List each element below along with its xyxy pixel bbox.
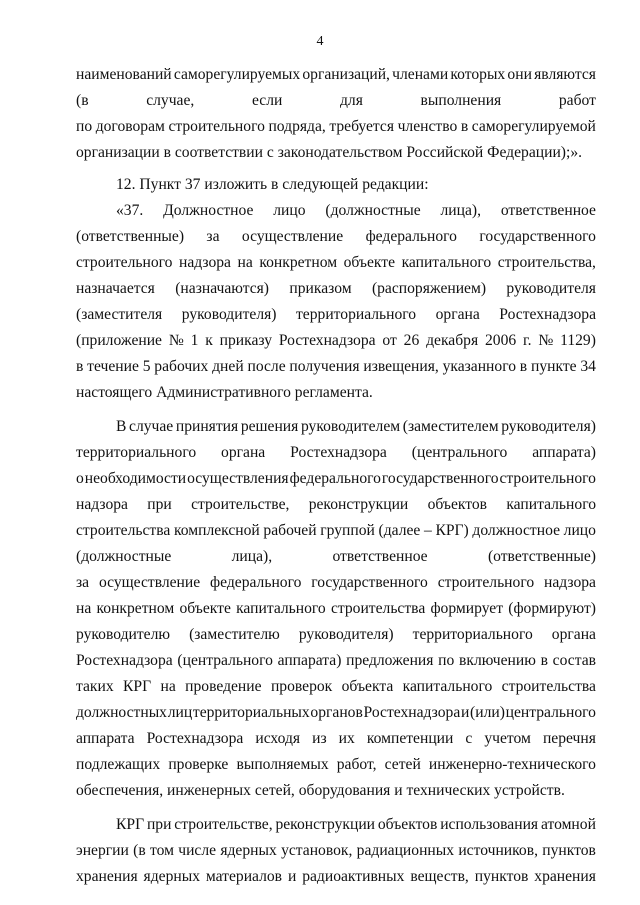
- word: работ,: [336, 756, 377, 773]
- word: случае,: [146, 92, 195, 109]
- word: капитального: [236, 600, 326, 617]
- word: приказу: [219, 332, 273, 349]
- text-line: организации в соответствии с законодательством Российской Федерации);».: [76, 144, 583, 161]
- word: проверок: [270, 678, 333, 695]
- word: извещения,: [363, 358, 439, 375]
- word: хранения: [76, 868, 138, 885]
- text-line: [76, 492, 596, 518]
- word: строительства: [330, 600, 426, 617]
- word: и: [287, 868, 297, 885]
- word: назначается: [76, 280, 155, 297]
- word: Ростехнадзора: [290, 444, 387, 461]
- word: в: [76, 358, 84, 375]
- word: при: [147, 496, 172, 513]
- text-line: [76, 354, 596, 380]
- text-line: [76, 466, 596, 492]
- word: состав: [552, 652, 596, 669]
- word: (в: [76, 92, 89, 109]
- word: членство: [397, 118, 458, 135]
- word: (в: [133, 842, 146, 859]
- text-line: [76, 700, 596, 726]
- word: КРГ: [123, 678, 152, 695]
- text-line: [76, 414, 596, 440]
- word: (назначаются): [175, 280, 269, 297]
- word: сетей: [384, 756, 421, 773]
- word: предложения: [346, 652, 434, 669]
- text-line: [76, 674, 596, 700]
- word: (ответственные): [76, 228, 185, 245]
- word: с: [465, 730, 473, 747]
- word: строительства: [76, 522, 171, 539]
- word: руководителя): [181, 306, 277, 323]
- word: членами: [392, 66, 449, 83]
- word: государственного: [479, 228, 596, 245]
- word: строительного: [76, 254, 173, 271]
- word: Должностное: [163, 202, 254, 219]
- word: работ: [558, 92, 596, 109]
- word: реконструкции: [308, 496, 409, 513]
- word: (приложение: [76, 332, 162, 349]
- word: дней: [212, 358, 244, 375]
- word: строительства,: [497, 254, 596, 271]
- word: пунктов: [542, 842, 596, 859]
- word: г.: [523, 332, 532, 349]
- word: если: [251, 92, 283, 109]
- word: надзора: [543, 574, 596, 591]
- word: о: [76, 470, 84, 487]
- word: аппарата): [277, 652, 342, 669]
- word: государственного: [311, 574, 428, 591]
- word: ответственное: [332, 548, 428, 565]
- word: строительстве,: [174, 816, 273, 833]
- text-line: [76, 518, 596, 544]
- word: наименований: [76, 66, 172, 83]
- word: строительстве,: [191, 496, 290, 513]
- word: ядерных: [143, 868, 200, 885]
- word: федерального: [210, 574, 302, 591]
- word: федерального: [289, 470, 381, 487]
- text-line: [76, 570, 596, 596]
- word: Ростехнадзора: [363, 704, 461, 721]
- word: проведение: [185, 678, 262, 695]
- word: исходя: [255, 730, 301, 747]
- word: по: [438, 652, 455, 669]
- word: органа: [221, 444, 266, 461]
- word: руководителя): [501, 418, 596, 435]
- word: в: [460, 118, 469, 135]
- word: надзора: [178, 254, 231, 271]
- word: осуществление: [98, 574, 201, 591]
- word: на: [160, 678, 176, 695]
- word: рабочих: [154, 358, 209, 375]
- text-line: [76, 596, 596, 622]
- word: должностных: [76, 704, 167, 721]
- word: органа: [551, 626, 596, 643]
- word: за: [76, 574, 90, 591]
- word: формирует: [430, 600, 504, 617]
- word: (или): [470, 704, 505, 721]
- word: требуется: [329, 118, 395, 135]
- word: строительного: [437, 574, 535, 591]
- word: В: [116, 418, 127, 435]
- word: (ответственные): [487, 548, 596, 565]
- word: территориального: [76, 444, 197, 461]
- word: после: [247, 358, 286, 375]
- word: ядерных: [220, 842, 277, 859]
- word: на: [76, 600, 92, 617]
- word: использования: [440, 816, 539, 833]
- word: 34: [580, 358, 596, 375]
- word: саморегулируемых: [173, 66, 301, 83]
- word: строительного: [168, 118, 265, 135]
- word: приказом: [289, 280, 352, 297]
- text-line: [76, 648, 596, 674]
- word: (заместителя: [76, 306, 163, 323]
- word: руководителя: [506, 280, 596, 297]
- word: КРГ: [116, 816, 145, 833]
- text-line: [76, 224, 596, 250]
- word: таких: [76, 678, 114, 695]
- word: являются: [534, 66, 596, 83]
- word: 1129): [560, 332, 596, 349]
- word: к: [205, 332, 213, 349]
- text-line: [76, 440, 596, 466]
- text-line: [76, 812, 596, 838]
- word: энергии: [76, 842, 129, 859]
- word: течение: [87, 358, 139, 375]
- word: конкретном: [259, 254, 338, 271]
- document-body: [76, 62, 596, 890]
- word: радиационных: [356, 842, 455, 859]
- word: подлежащих: [76, 756, 161, 773]
- word: –: [423, 522, 432, 539]
- word: №: [538, 332, 554, 349]
- word: реконструкции: [275, 816, 376, 833]
- word: Ростехнадзора: [499, 306, 596, 323]
- text-line: [76, 838, 596, 864]
- word: организаций,: [302, 66, 390, 83]
- word: конкретном: [96, 600, 175, 617]
- text-line: [76, 250, 596, 276]
- word: (заместителем: [402, 418, 499, 435]
- word: 26: [403, 332, 420, 349]
- word: установок,: [281, 842, 353, 859]
- word: Ростехнадзора: [146, 730, 244, 747]
- word: органа: [435, 306, 480, 323]
- word: группой: [320, 522, 375, 539]
- word: объекте: [343, 254, 396, 271]
- word: комплексной: [173, 522, 260, 539]
- word: декабря: [426, 332, 479, 349]
- word: руководителем: [300, 418, 401, 435]
- text-line: настоящего Административного регламента.: [76, 384, 373, 401]
- word: (далее: [378, 522, 421, 539]
- word: Ростехнадзора: [76, 652, 173, 669]
- word: №: [168, 332, 184, 349]
- word: их: [338, 730, 355, 747]
- word: центрального: [505, 704, 596, 721]
- word: лица),: [440, 202, 481, 219]
- text-line: [76, 302, 596, 328]
- word: должностное: [472, 522, 560, 539]
- word: пунктов: [474, 868, 529, 885]
- word: осуществление: [241, 228, 344, 245]
- word: в: [540, 652, 548, 669]
- word: материалов: [205, 868, 283, 885]
- word: аппарата: [76, 730, 135, 747]
- page-number: 4: [316, 34, 324, 49]
- word: лицо: [273, 202, 306, 219]
- word: (формируют): [508, 600, 596, 617]
- word: от: [382, 332, 397, 349]
- word: объектов: [377, 816, 438, 833]
- word: саморегулируемой: [471, 118, 596, 135]
- word: 2006: [484, 332, 517, 349]
- word: при: [146, 816, 172, 833]
- word: КРГ): [435, 522, 469, 539]
- word: руководителю: [76, 626, 171, 643]
- word: выполняемых: [236, 756, 329, 773]
- word: объекта: [341, 678, 394, 695]
- text-line: [76, 88, 596, 114]
- word: числе: [178, 842, 217, 859]
- word: выполнения: [420, 92, 502, 109]
- word: капитального: [401, 254, 492, 271]
- word: капитального: [506, 496, 596, 513]
- word: строительного: [499, 470, 596, 487]
- word: 5: [142, 358, 151, 375]
- word: территориального: [412, 626, 533, 643]
- word: пункте: [530, 358, 577, 375]
- word: (центрального: [177, 652, 273, 669]
- word: для: [339, 92, 363, 109]
- text-line: [76, 62, 596, 88]
- word: государственного: [381, 470, 499, 487]
- text-line: [76, 328, 596, 354]
- text-line: [76, 198, 596, 224]
- text-line: [76, 864, 596, 890]
- word: том: [149, 842, 174, 859]
- word: подряда,: [268, 118, 326, 135]
- word: (распоряжением): [371, 280, 487, 297]
- word: органов: [310, 704, 363, 721]
- word: (должностные: [76, 548, 172, 565]
- word: необходимости: [84, 470, 187, 487]
- word: компетенции: [366, 730, 454, 747]
- text-line: [76, 726, 596, 752]
- word: строительства: [501, 678, 596, 695]
- word: учетом: [484, 730, 531, 747]
- word: решения: [240, 418, 299, 435]
- word: территориального: [295, 306, 417, 323]
- word: (центрального: [411, 444, 508, 461]
- word: лица),: [231, 548, 273, 565]
- text-line: обеспечения, инженерных сетей, оборудования и технических устройств.: [76, 782, 565, 799]
- word: в: [519, 358, 528, 375]
- word: лиц: [167, 704, 193, 721]
- word: они: [507, 66, 532, 83]
- word: хранения: [534, 868, 596, 885]
- text-line: [76, 276, 596, 302]
- word: «37.: [116, 202, 144, 219]
- word: объекте: [179, 600, 231, 617]
- word: (должностные: [325, 202, 421, 219]
- word: надзора: [76, 496, 128, 513]
- word: проверке: [168, 756, 229, 773]
- word: источников,: [458, 842, 538, 859]
- text-line: [76, 544, 596, 570]
- word: Ростехнадзора: [278, 332, 376, 349]
- word: перечня: [542, 730, 596, 747]
- word: веществ,: [410, 868, 469, 885]
- word: (заместителю: [189, 626, 280, 643]
- word: договорам: [95, 118, 165, 135]
- word: территориальных: [192, 704, 310, 721]
- text-line: [76, 622, 596, 648]
- word: радиоактивных: [302, 868, 405, 885]
- word: осуществления: [187, 470, 289, 487]
- word: ответственное: [500, 202, 596, 219]
- word: аппарата): [532, 444, 596, 461]
- word: случае: [129, 418, 174, 435]
- word: федерального: [365, 228, 457, 245]
- word: лицо: [563, 522, 596, 539]
- word: по: [76, 118, 93, 135]
- word: атомной: [540, 816, 596, 833]
- word: рабочей: [263, 522, 317, 539]
- word: на: [237, 254, 253, 271]
- text-line: [76, 114, 596, 140]
- word: и: [460, 704, 470, 721]
- word: указанного: [442, 358, 516, 375]
- word: инженерно-технического: [428, 756, 596, 773]
- word: за: [206, 228, 220, 245]
- word: включению: [459, 652, 536, 669]
- word: получения: [289, 358, 360, 375]
- word: принятия: [175, 418, 239, 435]
- text-line: [76, 752, 596, 778]
- text-line: 12. Пункт 37 изложить в следующей редакции:: [116, 176, 429, 193]
- word: из: [312, 730, 327, 747]
- word: 1: [190, 332, 199, 349]
- word: капитального: [402, 678, 493, 695]
- word: объектов: [427, 496, 488, 513]
- word: которых: [450, 66, 506, 83]
- word: руководителя): [298, 626, 394, 643]
